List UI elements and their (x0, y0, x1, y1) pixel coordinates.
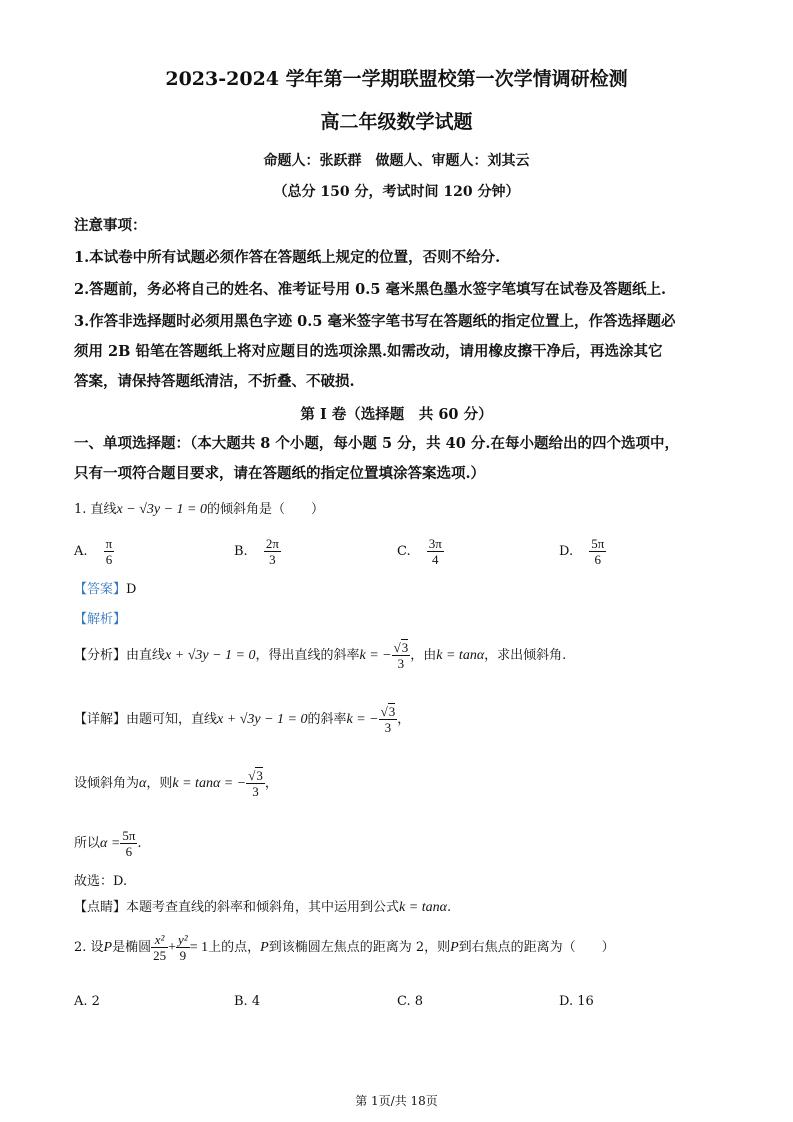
q2-equals-one: = 1 (189, 940, 209, 955)
exam-title: 2023-2024 学年第一学期联盟校第一次学情调研检测 (165, 68, 628, 90)
notice-heading: 注意事项： (74, 217, 147, 234)
fenxi-equation: x + √3y − 1 = 0 (165, 648, 256, 663)
q1-option-d-num: 5π (591, 536, 605, 551)
xiangjie-text-2: 的斜率 (307, 712, 347, 727)
q1-option-d-den: 6 (594, 552, 602, 567)
line-a-sqrt-num: 3 (256, 768, 263, 783)
q2-option-b: B. 4 (234, 994, 261, 1009)
q1-option-b-den: 3 (269, 552, 276, 567)
analysis-tag: 【解析】 (74, 612, 127, 627)
q2-denominator-2: 9 (179, 948, 187, 963)
q1-option-d-label: D. (559, 544, 574, 559)
q2-option-d: D. 16 (559, 994, 594, 1009)
exam-score-time: （总分 150 分，考试时间 120 分钟） (273, 184, 520, 200)
q2-point-p-3: P (450, 940, 459, 955)
q1-option-a-den: 6 (105, 552, 113, 567)
line-b-den: 6 (125, 844, 133, 859)
q2-denominator-1: 25 (153, 948, 167, 963)
notice-item-3-line-2: 须用 2B 铅笔在答题纸上将对应题目的选项涂黑.如需改动，请用橡皮擦干净后，再选涂其它 (74, 343, 663, 360)
fenxi-sqrt-num: 3 (401, 640, 409, 655)
q1-answer (74, 578, 136, 597)
line-a-alpha: α (139, 776, 147, 791)
fenxi-text-4: ，求出倾斜角. (484, 648, 567, 663)
xiangjie-text-3: ， (397, 712, 411, 727)
q1-choose: 故选：D. (74, 874, 128, 889)
line-a-equation: k = tanα = − (172, 776, 247, 791)
q1-line-b (74, 828, 142, 859)
xiangjie-text-1: 由题可知，直线 (126, 712, 218, 727)
notice-item-3-line-3: 答案，请保持答题纸清洁，不折叠、不破损. (74, 373, 355, 390)
xiangjie-slope: k = − (346, 712, 379, 727)
q1-line-a: 设倾斜角为α，则k = tanα = − $\frac{√3}{3}$ ， (74, 768, 278, 799)
notice-item-3-line-1: 3.作答非选择题时必须用黑色字迹 0.5 毫米签字笔书写在答题纸的指定位置上，作答选择题必 (74, 313, 676, 330)
notice-item-1: 1.本试卷中所有试题必须作答在答题纸上规定的位置，否则不给分. (74, 249, 501, 266)
section-title: 第 I 卷（选择题 共 60 分） (300, 406, 493, 423)
page-number: 第 1页/共 18页 (355, 1094, 438, 1108)
line-b-text-1: 所以 (74, 836, 101, 851)
q1-fenxi: 【分析】由直线x + √3y − 1 = 0，得出直线的斜率k = − $\frac{√3}{3}$ ，由k = tanα，求出倾斜角. (74, 640, 567, 671)
q1-option-a (74, 536, 114, 567)
line-a-sqrt-den: 3 (252, 784, 259, 799)
q1-option-b-label: B. (234, 544, 248, 559)
q1-option-b-num: 2π (265, 536, 279, 551)
q1-option-c-num: 3π (428, 536, 442, 551)
q1-stem (74, 498, 324, 518)
exam-subtitle: 高二年级数学试题 (320, 111, 473, 133)
section-instruction-line-2: 只有一项符合题目要求，请在答题纸的指定位置填涂答案选项.） (74, 465, 486, 482)
q2-prefix: 2. 设 (74, 940, 104, 955)
line-b-equation: α = (100, 836, 121, 851)
q2-option-a: A. 2 (74, 994, 100, 1009)
q2-stem: 2. 设P是椭圆 $\frac{\text{x²}}{25}$ + $\frac{\text{y²}}{9}$ = 1上的点，P到该椭圆左焦点的距离为 2，则P到右焦点的距离为（ ） (74, 932, 615, 963)
q2-text-4: 到右焦点的距离为（ ） (458, 940, 615, 955)
line-b-text-2: . (137, 836, 142, 851)
dianjing-tag: 【点睛】 (74, 900, 127, 915)
xiangjie-sqrt-den: 3 (384, 720, 392, 735)
exam-authors: 命题人：张跃群 做题人、审题人：刘其云 (263, 153, 530, 169)
xiangjie-tag: 【详解】 (74, 712, 127, 727)
q1-option-d (559, 536, 606, 567)
q2-y2: y² (178, 932, 188, 947)
fenxi-text-3: ，由 (410, 648, 437, 663)
q1-option-c-den: 4 (432, 552, 439, 567)
answer-tag: 【答案】 (74, 582, 127, 597)
line-a-text-2: ，则 (146, 776, 173, 791)
q2-text-2: 上的点， (208, 940, 261, 955)
q1-dianjing (74, 896, 451, 916)
q2-point-p: P (103, 940, 113, 955)
q2-text-3: 到该椭圆左焦点的距离为 2，则 (268, 940, 451, 955)
dianjing-equation: k = tanα (399, 900, 447, 915)
xiangjie-equation: x + √3y − 1 = 0 (217, 712, 308, 727)
q1-option-a-label: A. (74, 544, 88, 559)
answer-value: D (126, 582, 137, 597)
fenxi-sqrt-den: 3 (397, 656, 405, 671)
fenxi-tan: k = tanα (436, 648, 485, 663)
q2-option-c: C. 8 (397, 994, 424, 1009)
xiangjie-sqrt-num: 3 (388, 704, 396, 719)
q1-equation: x − √3y − 1 = 0 (116, 502, 207, 517)
q1-option-a-num: π (105, 536, 113, 551)
q2-point-p-2: P (260, 940, 269, 955)
notice-item-2: 2.答题前，务必将自己的姓名、准考证号用 0.5 毫米黑色墨水签字笔填写在试卷及答题纸上. (74, 281, 667, 298)
q2-x2: x² (151, 932, 168, 948)
q1-option-b (234, 536, 281, 567)
q1-prefix: 1. 直线 (74, 502, 117, 517)
q2-text-1: 是椭圆 (112, 940, 152, 955)
q1-option-c-label: C. (397, 544, 411, 559)
fenxi-text-2: ，得出直线的斜率 (255, 648, 360, 663)
q1-option-c (397, 536, 444, 567)
dianjing-text-1: 本题考查直线的斜率和倾斜角，其中运用到公式 (126, 900, 400, 915)
line-a-text-3: ， (264, 776, 278, 791)
fenxi-slope: k = − (359, 648, 392, 663)
dianjing-text-2: . (446, 900, 452, 915)
line-a-text-1: 设倾斜角为 (74, 776, 140, 791)
q1-suffix: 的倾斜角是（ ） (207, 502, 325, 517)
q1-xiangjie: 【详解】由题可知，直线x + √3y − 1 = 0的斜率k = − $\frac{√3}{3}$ ， (74, 704, 411, 735)
fenxi-text-1: 由直线 (126, 648, 166, 663)
section-instruction-line-1: 一、单项选择题：（本大题共 8 个小题，每小题 5 分，共 40 分.在每小题给出的四个选项中， (74, 435, 679, 452)
fenxi-tag: 【分析】 (74, 648, 127, 663)
line-b-num: 5π (122, 828, 136, 843)
